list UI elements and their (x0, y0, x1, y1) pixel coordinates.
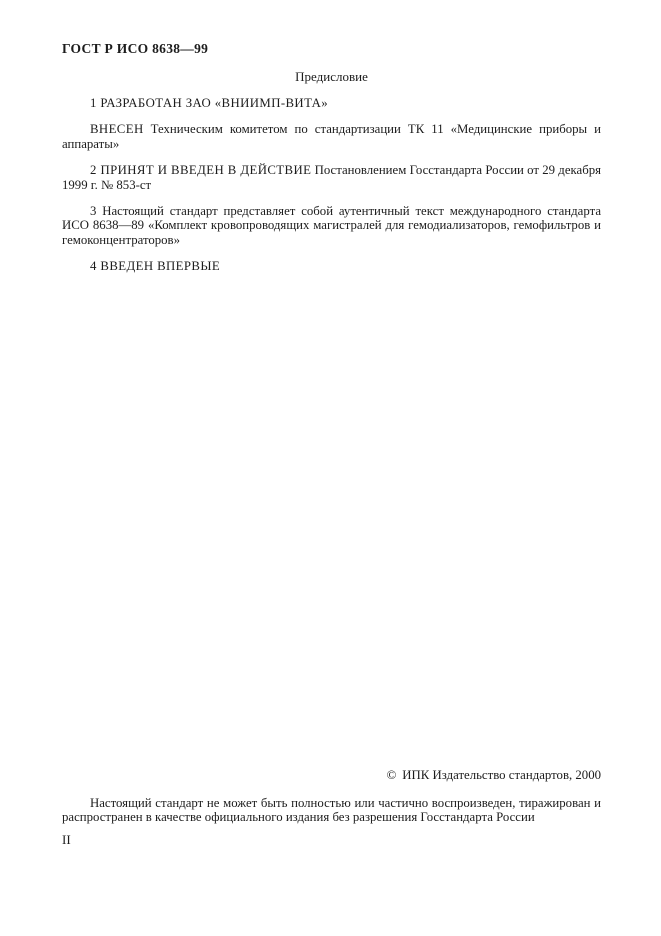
paragraph-text: 3 Настоящий стандарт представляет собой аутентичный текст международного стандарта ИСО 8638—89 «Комплект кровопроводящих магистралей для гемодиализаторов, гемофильтров и гемоконцентраторов» (62, 204, 601, 247)
copyright-text: ИПК Издательство стандартов, 2000 (402, 768, 601, 782)
paragraph-lead: 1 РАЗРАБОТАН ЗАО «ВНИИМП-ВИТА» (90, 96, 329, 110)
paragraph-first-edition (62, 259, 601, 273)
paragraph-lead: 4 ВВЕДЕН ВПЕРВЫЕ (90, 259, 221, 274)
paragraph-developed (62, 96, 601, 110)
copyright-line (62, 768, 601, 782)
paragraph-lead: 2 ПРИНЯТ И ВВЕДЕН В ДЕЙСТВИЕ (90, 163, 312, 178)
paragraph-adopted (62, 163, 601, 192)
document-header: ГОСТ Р ИСО 8638—99 (62, 41, 209, 56)
paragraph-authentic-text (62, 204, 601, 247)
paragraph-lead: ВНЕСЕН (90, 122, 144, 137)
paragraph-submitted (62, 122, 601, 151)
copyright-icon: © (386, 768, 397, 782)
preface-title: Предисловие (295, 69, 368, 84)
page-content (62, 41, 601, 274)
paragraph-text: Постановлением Госстандарта России от 29 декабря 1999 г. № 853-ст (62, 163, 601, 192)
page-number: II (62, 831, 71, 847)
reproduction-restriction-note: Настоящий стандарт не может быть полностью или частично воспроизведен, тиражирован и распространен в качестве официального издания без разрешения Госстандарта России (62, 796, 601, 825)
page-footer (62, 768, 601, 847)
paragraph-text: Техническим комитетом по стандартизации ТК 11 «Медицинские приборы и аппараты» (62, 122, 601, 151)
